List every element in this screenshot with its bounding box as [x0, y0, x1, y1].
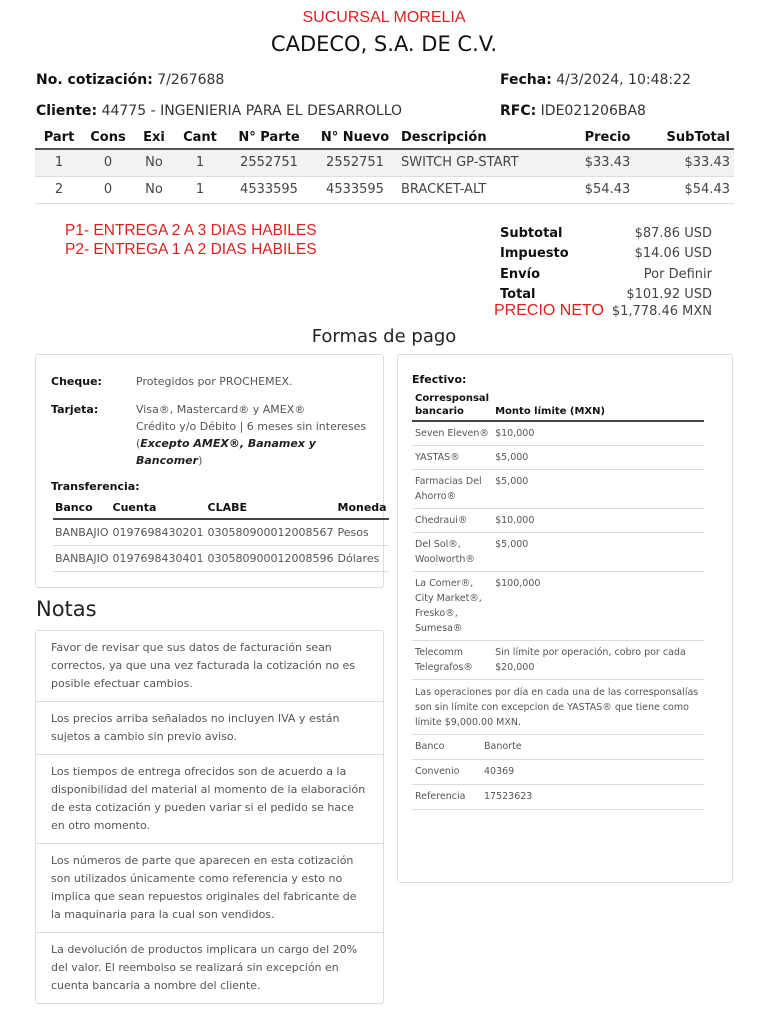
cell-bank: BANBAJIO	[53, 519, 111, 545]
table-row	[412, 735, 704, 760]
cell-description: SWITCH GP-START	[397, 149, 567, 176]
col-correspondent: Corresponsal bancario	[412, 390, 492, 421]
totals-value: Por Definir	[643, 266, 712, 282]
notes-list	[35, 630, 384, 1004]
col-cant: Cant	[175, 127, 225, 149]
items-header-row	[35, 127, 734, 149]
totals-row-subtotal	[500, 223, 712, 244]
items-table	[35, 127, 734, 204]
cell-bank: BANBAJIO	[53, 545, 111, 571]
company-name: CADECO, S.A. DE C.V.	[270, 32, 498, 56]
table-row	[35, 176, 734, 203]
col-limit: Monto límite (MXN)	[492, 390, 704, 421]
col-currency: Moneda	[336, 497, 389, 519]
totals-row-tax	[500, 244, 712, 265]
table-row	[412, 641, 704, 680]
note-item: Los tiempos de entrega ofrecidos son de acuerdo a la disponibilidad del material al momento de la elaboración de esta cotización y pueden variar si el pedido se hace en otro momento.	[36, 754, 383, 843]
convenio-value: 40369	[481, 760, 704, 785]
cell-limit: $5,000	[492, 446, 704, 470]
col-account: Cuenta	[111, 497, 206, 519]
table-row	[412, 572, 704, 641]
client	[36, 103, 402, 119]
convenio-value: 17523623	[481, 785, 704, 810]
transfer-label: Transferencia:	[51, 480, 140, 493]
col-description: Descripción	[397, 127, 567, 149]
table-row	[35, 149, 734, 176]
cell-part: 2	[35, 176, 83, 203]
client-label: Cliente:	[36, 103, 98, 119]
cell-cant: 1	[175, 149, 225, 176]
cell-correspondent: YASTAS®	[412, 446, 492, 470]
cell-cons: 0	[83, 176, 133, 203]
table-row	[412, 470, 704, 509]
cell-cant: 1	[175, 176, 225, 203]
note-item: Los precios arriba señalados no incluyen IVA y están sujetos a cambio sin previo aviso.	[36, 701, 383, 754]
cell-clabe: 030580900012008567	[206, 519, 336, 545]
quote-date	[500, 72, 691, 88]
card-text	[136, 401, 371, 469]
convenio-key: Banco	[412, 735, 481, 760]
col-part-number: N° Parte	[225, 127, 313, 149]
cell-correspondent: Chedraui®	[412, 509, 492, 533]
bank-table	[53, 497, 389, 572]
cell-correspondent: La Comer®, City Market®, Fresko®, Sumesa®	[412, 572, 492, 641]
card-exception-open: (	[136, 437, 141, 450]
card-brands: Visa®, Mastercard® y AMEX®	[136, 403, 306, 416]
cell-part: 1	[35, 149, 83, 176]
note-item: Los números de parte que aparecen en esta cotización son utilizados únicamente como referencia y esto no implica que sean repuestos originales del fabricante de la maquinaria para la cual son vendidos.	[36, 843, 383, 932]
card-terms: Crédito y/o Débito | 6 meses sin intereses	[136, 420, 367, 433]
totals-value: $101.92 USD	[626, 287, 712, 303]
cell-cons: 0	[83, 149, 133, 176]
totals-label: Envío	[500, 266, 540, 282]
cheque-label: Cheque:	[51, 375, 102, 388]
cheque-row	[51, 373, 371, 390]
cell-description: BRACKET-ALT	[397, 176, 567, 203]
totals-value: $14.06 USD	[634, 246, 712, 262]
note-item: Favor de revisar que sus datos de facturación sean correctos, ya que una vez facturada la cotización no es posible efectuar cambios.	[51, 641, 356, 690]
branch-title: SUCURSAL MORELIA	[302, 9, 466, 26]
cell-limit: $5,000	[492, 470, 704, 509]
col-bank: Banco	[53, 497, 111, 519]
cell-correspondent: Seven Eleven®	[412, 421, 492, 446]
totals-label: Subtotal	[500, 225, 563, 241]
convenio-key: Convenio	[412, 760, 481, 785]
cell-correspondent: Del Sol®, Woolworth®	[412, 533, 492, 572]
cheque-text: Protegidos por PROCHEMEX.	[136, 375, 293, 388]
note-item: La devolución de productos implicara un cargo del 20% del valor. El reembolso se realizará sin excepción en cuenta bancaria a nombre del cliente.	[36, 932, 383, 1003]
table-row	[412, 533, 704, 572]
rfc-label: RFC:	[500, 103, 537, 119]
card-row	[51, 401, 371, 469]
col-price: Precio	[567, 127, 648, 149]
notes-title: Notas	[36, 597, 97, 621]
payment-card	[35, 354, 387, 588]
cell-limit: $5,000	[492, 533, 704, 572]
table-row	[412, 421, 704, 446]
delivery-note-p1: P1- ENTREGA 2 A 3 DIAS HABILES	[65, 222, 317, 239]
cell-limit: $100,000	[492, 572, 704, 641]
delivery-note-p2: P2- ENTREGA 1 A 2 DIAS HABILES	[65, 241, 317, 258]
rfc	[500, 103, 646, 119]
col-new-number: N° Nuevo	[313, 127, 397, 149]
cash-header-row	[412, 390, 704, 421]
payment-methods-title: Formas de pago	[311, 326, 457, 347]
table-row	[53, 519, 389, 545]
cell-part-number: 2552751	[225, 149, 313, 176]
totals-row-shipping	[500, 264, 712, 285]
col-part: Part	[35, 127, 83, 149]
cell-exi: No	[133, 149, 175, 176]
cell-price: $54.43	[567, 176, 648, 203]
cell-limit: Sin límite por operación, cobro por cada $20,000	[492, 641, 704, 680]
quote-number	[36, 72, 224, 88]
col-exi: Exi	[133, 127, 175, 149]
cell-limit: $10,000	[492, 509, 704, 533]
table-row	[412, 509, 704, 533]
cell-subtotal: $54.43	[648, 176, 734, 203]
quote-date-value: 4/3/2024, 10:48:22	[556, 72, 691, 88]
cell-correspondent: Telecomm Telegrafos®	[412, 641, 492, 680]
rfc-value: IDE021206BA8	[540, 103, 646, 119]
cell-price: $33.43	[567, 149, 648, 176]
col-clabe: CLABE	[206, 497, 336, 519]
cell-new-number: 4533595	[313, 176, 397, 203]
cash-label: Efectivo:	[412, 373, 467, 386]
client-value: 44775 - INGENIERIA PARA EL DESARROLLO	[101, 103, 403, 119]
table-row	[412, 760, 704, 785]
table-row	[412, 785, 704, 810]
convenio-table	[412, 735, 704, 810]
bank-header-row	[53, 497, 389, 519]
cell-limit: $10,000	[492, 421, 704, 446]
delivery-notes	[65, 221, 317, 259]
cell-new-number: 2552751	[313, 149, 397, 176]
cash-card	[397, 354, 733, 883]
cell-exi: No	[133, 176, 175, 203]
totals-label: Impuesto	[500, 246, 569, 262]
table-row	[53, 545, 389, 571]
card-exception-close: )	[198, 454, 203, 467]
convenio-value: Banorte	[481, 735, 704, 760]
cell-subtotal: $33.43	[648, 149, 734, 176]
net-price	[494, 302, 712, 320]
card-label: Tarjeta:	[51, 403, 99, 416]
quote-date-label: Fecha:	[500, 72, 552, 88]
cell-currency: Pesos	[336, 519, 389, 545]
operations-note: Las operaciones por día en cada una de las corresponsalías son sin límite con excepcion de YASTAS® que tiene como límite $9,000.00 MXN.	[412, 680, 704, 735]
cash-table	[412, 390, 704, 680]
totals-value: $87.86 USD	[634, 225, 712, 241]
col-cons: Cons	[83, 127, 133, 149]
cell-clabe: 030580900012008596	[206, 545, 336, 571]
cell-currency: Dólares	[336, 545, 389, 571]
totals-block	[500, 223, 712, 305]
quote-number-value: 7/267688	[157, 72, 225, 88]
cell-account: 0197698430401	[111, 545, 206, 571]
net-price-label: PRECIO NETO	[494, 302, 604, 319]
net-price-value: $1,778.46 MXN	[611, 303, 712, 319]
cell-part-number: 4533595	[225, 176, 313, 203]
card-exception: Excepto AMEX®, Banamex y Bancomer	[136, 437, 316, 467]
col-subtotal: SubTotal	[648, 127, 734, 149]
table-row	[412, 446, 704, 470]
convenio-key: Referencia	[412, 785, 481, 810]
cell-correspondent: Farmacias Del Ahorro®	[412, 470, 492, 509]
quote-number-label: No. cotización:	[36, 72, 153, 88]
cell-account: 0197698430201	[111, 519, 206, 545]
totals-label: Total	[500, 287, 536, 303]
